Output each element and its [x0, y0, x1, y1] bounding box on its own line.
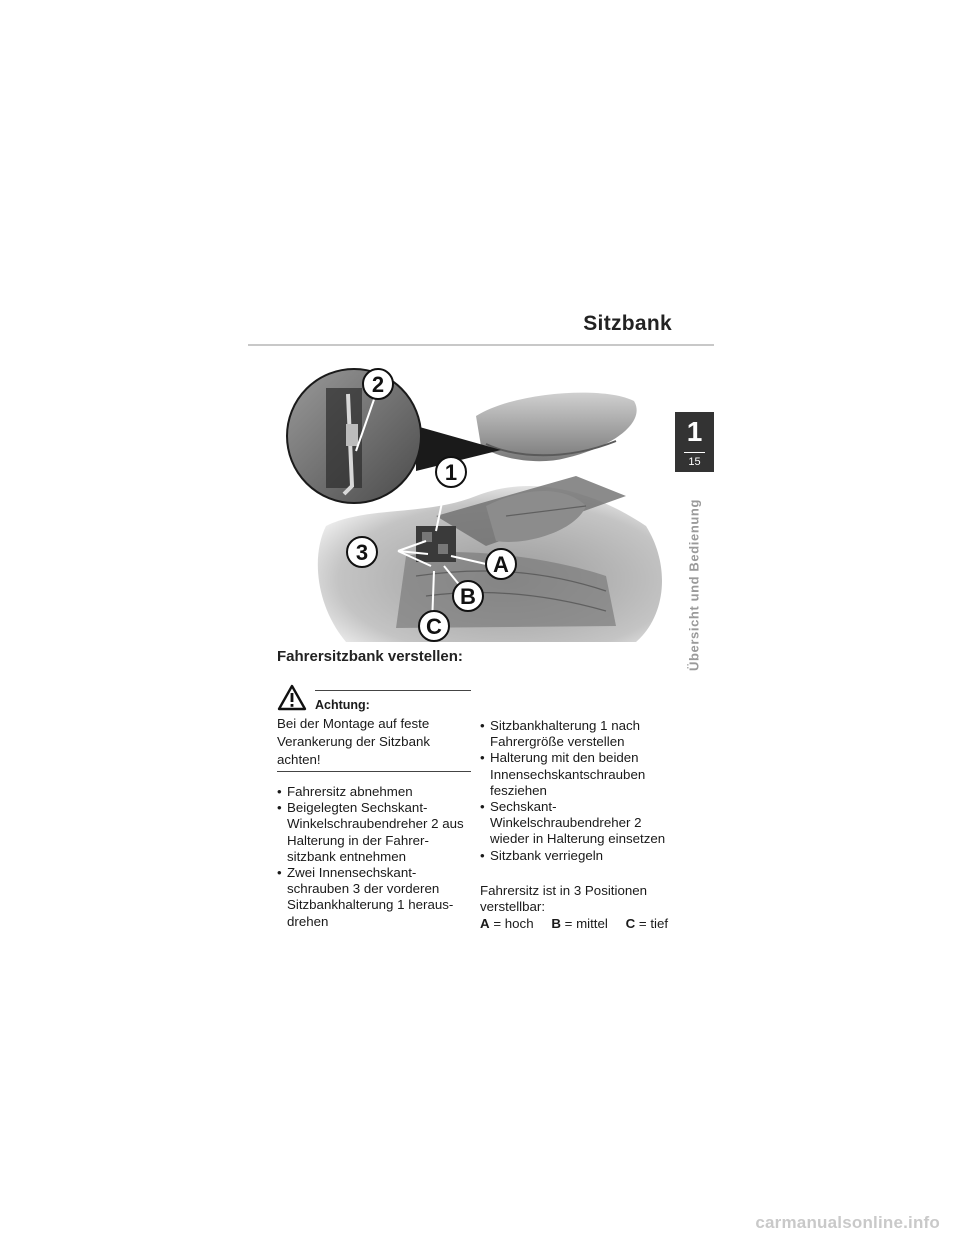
- section-heading: Fahrersitzbank verstellen:: [277, 648, 463, 665]
- label-b-badge: [453, 581, 483, 611]
- page-number: 15: [688, 456, 701, 468]
- list-item: • Halterung mit den beiden Innensechskantschrauben fesziehen: [480, 750, 680, 799]
- position-value-c: = tief: [638, 916, 669, 932]
- label-2-badge: [363, 369, 393, 399]
- page-title: Sitzbank: [583, 312, 672, 335]
- label-b: B: [460, 584, 476, 609]
- warning-triangle-icon: [277, 684, 307, 712]
- position-value-a: = hoch: [493, 916, 534, 932]
- list-item: • Fahrersitz abnehmen: [277, 784, 473, 800]
- chapter-tab: [675, 412, 714, 472]
- list-item: • Zwei Innensechskant-schrauben 3 der vorderen Sitzbankhalterung 1 heraus-drehen: [277, 865, 473, 930]
- list-item: • Sitzbankhalterung 1 nach Fahrergröße verstellen: [480, 718, 680, 750]
- seat-photo: [286, 366, 676, 642]
- caution-rule-bottom: [277, 771, 471, 772]
- position-key-b: B: [551, 916, 561, 932]
- label-2: 2: [371, 372, 385, 397]
- position-note: [480, 883, 680, 933]
- label-1: 1: [444, 460, 458, 485]
- label-c-badge: [419, 611, 449, 641]
- chapter-number: 1: [686, 416, 703, 447]
- note-text: Fahrersitz ist in 3 Positionen verstellbar:: [480, 883, 648, 915]
- steps-list-left: [277, 784, 473, 930]
- title-divider: [248, 344, 714, 346]
- position-key-a: A: [480, 916, 490, 932]
- chapter-divider: [684, 452, 705, 453]
- caution-header: [277, 690, 471, 714]
- caution-text: Bei der Montage auf feste Verankerung der Sitzbank achten!: [277, 716, 431, 767]
- label-3-badge: [347, 537, 377, 567]
- position-key-c: C: [625, 916, 636, 932]
- seat-bracket: [416, 526, 456, 562]
- list-item: • Beigelegten Sechskant-Winkelschraubendreher 2 aus Halterung in der Fahrer-sitzbank entnehmen: [277, 800, 473, 865]
- caution-title: Achtung:: [315, 698, 370, 712]
- steps-list-right: [480, 718, 680, 864]
- caution-box: [277, 690, 471, 772]
- label-a: A: [493, 552, 509, 577]
- position-legend: [480, 916, 680, 932]
- rider-seat: [476, 393, 637, 462]
- chapter-side-label: Übersicht und Bedienung: [686, 499, 702, 671]
- position-value-b: = mittel: [564, 916, 608, 932]
- watermark: carmanualsonline.info: [755, 1213, 940, 1232]
- label-c: C: [426, 614, 442, 639]
- list-item: • Sitzbank verriegeln: [480, 848, 680, 864]
- label-1-badge: [436, 457, 466, 487]
- list-item: • Sechskant-Winkelschraubendreher 2 wieder in Halterung einsetzen: [480, 799, 680, 848]
- label-a-badge: [486, 549, 516, 579]
- label-3: 3: [355, 540, 369, 565]
